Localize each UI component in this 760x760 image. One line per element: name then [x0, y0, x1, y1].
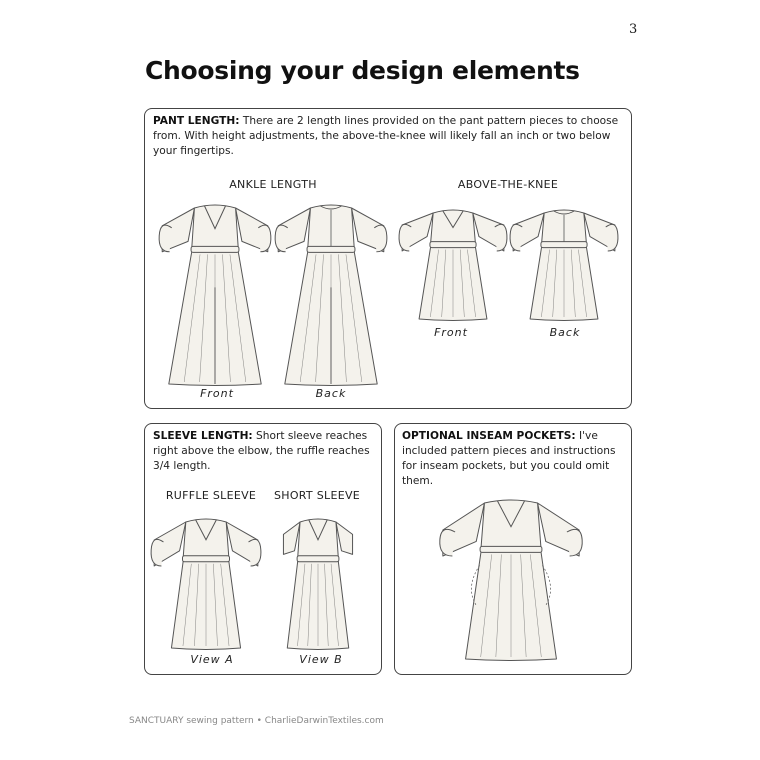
view-a-illustration	[152, 512, 260, 652]
pocket-jumpsuit-illustration	[440, 493, 582, 663]
ruffle-shape	[275, 225, 288, 252]
pant-length-text: There are 2 length lines provided on the pant pattern pieces to choose from. With height adjustments, the above-the-knee will likely fall an inch or two below your fingertips.	[153, 115, 619, 157]
bodice-shape	[298, 519, 338, 557]
pockets-text: I've included pattern pieces and instructions for inseam pockets, but you could omit them.	[402, 430, 616, 487]
waistband	[182, 556, 229, 562]
bodice-shape	[431, 210, 476, 243]
ruffle-shape	[510, 224, 522, 251]
above-knee-caption: ABOVE-THE-KNEE	[457, 178, 559, 191]
ankle-length-caption: ANKLE LENGTH	[229, 178, 317, 191]
ruffle-sleeve-caption: RUFFLE SLEEVE	[165, 489, 257, 502]
above-knee-front-illustration	[400, 203, 506, 323]
ruffle-shape	[151, 539, 163, 566]
sleeve-length-heading: SLEEVE LENGTH:	[153, 430, 253, 442]
ruffle-shape	[374, 225, 387, 252]
waistband	[480, 546, 542, 552]
bodice-shape	[183, 519, 229, 557]
view-a-label: View A	[190, 653, 234, 666]
page-number: 3	[629, 22, 638, 37]
ruffle-shape	[399, 224, 411, 251]
ruffle-shape	[249, 539, 261, 566]
ruffle-shape	[258, 225, 271, 252]
pockets-heading: OPTIONAL INSEAM POCKETS:	[402, 430, 576, 442]
page-title: Choosing your design elements	[145, 56, 580, 85]
knee-front-label: Front	[434, 326, 468, 339]
ruffle-shape	[159, 225, 172, 252]
sleeve-shape	[283, 522, 300, 554]
short-sleeve-caption: SHORT SLEEVE	[273, 489, 361, 502]
bodice-shape	[481, 500, 541, 547]
ruffle-shape	[440, 529, 455, 556]
ankle-back-label: Back	[315, 387, 347, 400]
pant-length-heading: PANT LENGTH:	[153, 115, 240, 127]
waistband	[297, 556, 339, 562]
above-knee-back-illustration	[511, 203, 617, 323]
ankle-length-back-illustration	[276, 198, 386, 388]
knee-back-label: Back	[549, 326, 581, 339]
sleeve-length-text: Short sleeve reaches right above the elbow, the ruffle reaches 3/4 length.	[153, 430, 370, 472]
pant-length-description	[153, 114, 623, 159]
view-b-illustration	[270, 512, 366, 652]
ankle-length-front-illustration	[160, 198, 270, 388]
waistband	[191, 246, 239, 252]
waistband	[430, 242, 476, 248]
sleeve-shape	[336, 522, 353, 554]
ruffle-shape	[495, 224, 507, 251]
pockets-description	[402, 429, 626, 489]
bodice-shape	[192, 205, 238, 247]
ruffle-shape	[567, 529, 582, 556]
ruffle-shape	[606, 224, 618, 251]
waistband	[541, 242, 587, 248]
view-b-label: View B	[299, 653, 343, 666]
page-footer: SANCTUARY sewing pattern • CharlieDarwinTextiles.com	[129, 716, 384, 726]
waistband	[307, 246, 355, 252]
ankle-front-label: Front	[200, 387, 234, 400]
sleeve-length-description	[153, 429, 375, 474]
